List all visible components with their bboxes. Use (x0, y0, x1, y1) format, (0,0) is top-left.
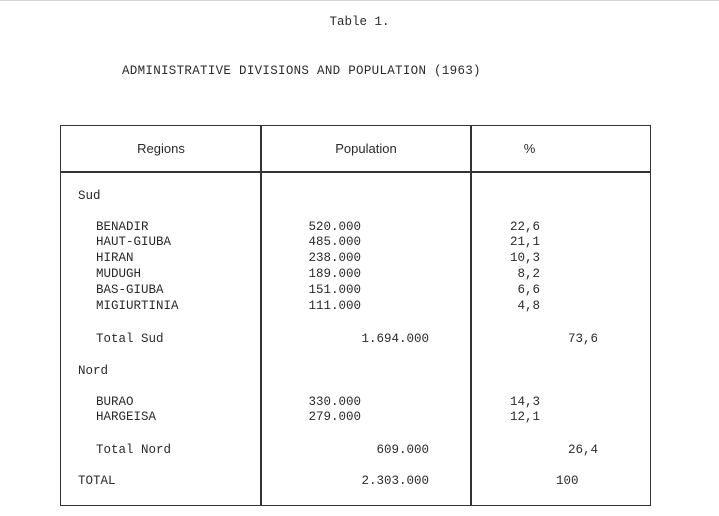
total-percent: 73,6 (567, 332, 598, 346)
percent-value: 14,3 (509, 395, 540, 409)
percent-value: 12,1 (509, 410, 540, 424)
region-name: HIRAN (96, 251, 134, 265)
region-name: HARGEISA (96, 410, 157, 424)
population-value: 151.000 (308, 283, 361, 297)
total-label: Total Sud (96, 332, 164, 346)
percent-value: 22,6 (509, 220, 540, 234)
region-name: BURAO (96, 395, 134, 409)
percent-value: 8,2 (517, 267, 540, 281)
population-value: 520.000 (308, 220, 361, 234)
total-population: 609.000 (376, 443, 429, 457)
population-value: 111.000 (308, 299, 361, 313)
region-name: BAS-GIUBA (96, 283, 164, 297)
percent-value: 21,1 (509, 235, 540, 249)
population-value: 189.000 (308, 267, 361, 281)
region-name: HAUT-GIUBA (96, 235, 172, 249)
total-percent: 26,4 (567, 443, 598, 457)
population-value: 330.000 (308, 395, 361, 409)
table-number: Table 1. (329, 15, 390, 29)
header-divider (60, 171, 651, 173)
table-heading: ADMINISTRATIVE DIVISIONS AND POPULATION (1963) (122, 64, 481, 78)
grand-total-label: TOTAL (78, 474, 116, 488)
percent-value: 4,8 (517, 299, 540, 313)
population-value: 279.000 (308, 410, 361, 424)
section-label-sud: Sud (78, 189, 101, 203)
total-label: Total Nord (96, 443, 172, 457)
percent-value: 10,3 (509, 251, 540, 265)
population-value: 238.000 (308, 251, 361, 265)
region-name: MIGIURTINIA (96, 299, 179, 313)
region-name: MUDUGH (96, 267, 142, 281)
grand-total-percent: 100 (556, 474, 579, 488)
column-divider-1 (260, 125, 262, 506)
region-name: BENADIR (96, 220, 149, 234)
header-population: Population (335, 141, 397, 156)
section-label-nord: Nord (78, 364, 109, 378)
page-top-edge (0, 0, 719, 1)
column-divider-2 (470, 125, 472, 506)
total-population: 1.694.000 (361, 332, 429, 346)
population-value: 485.000 (308, 235, 361, 249)
percent-value: 6,6 (517, 283, 540, 297)
header-percent: % (523, 141, 536, 156)
header-regions: Regions (137, 141, 185, 156)
grand-total-population: 2.303.000 (361, 474, 429, 488)
